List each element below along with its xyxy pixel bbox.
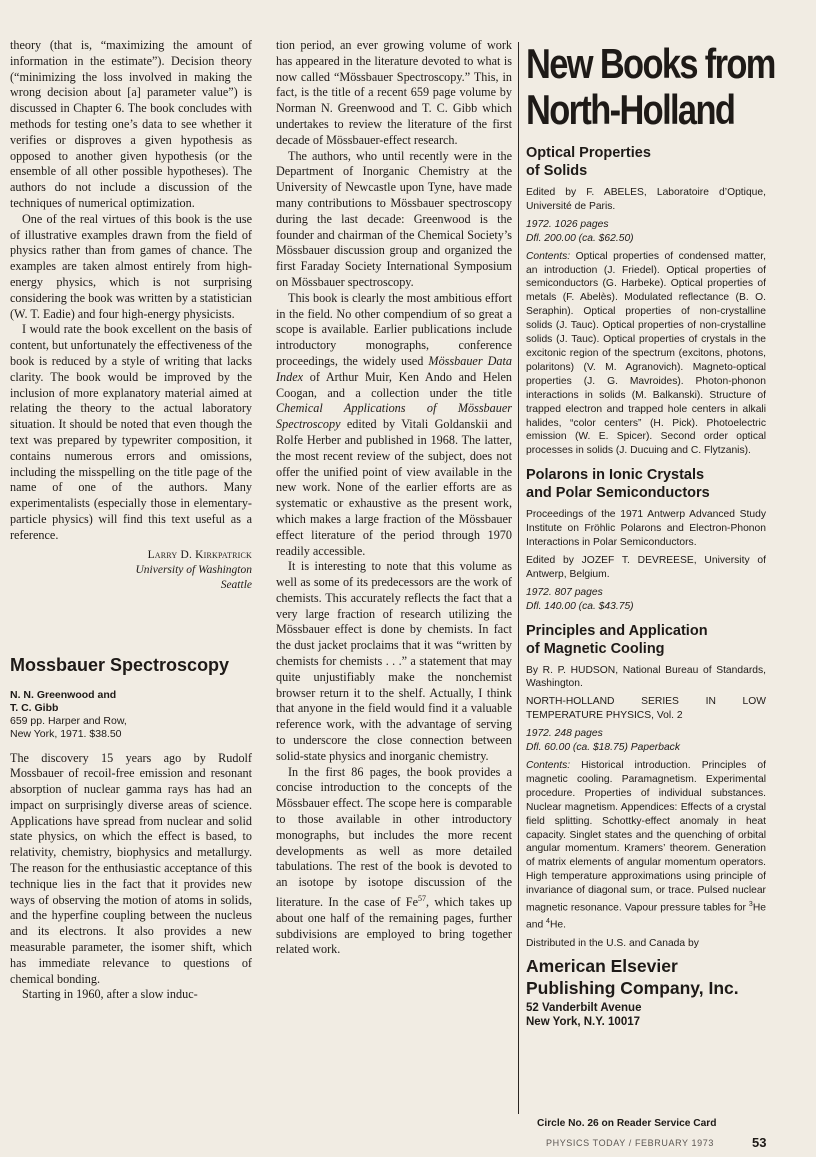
book-year: 1972. [526, 218, 552, 230]
book-title-italic: Chemical Applications of Mössbauer Spectroscopy [276, 401, 512, 432]
contents-text: He and [526, 902, 766, 931]
book-description: Proceedings of the 1971 Antwerp Advanced Study Institute on Fröhlic Polarons and Electron-Phonon Interactions in Polar Semiconductors. [526, 509, 766, 549]
book-year-pages [526, 586, 766, 600]
paragraph: The discovery 15 years ago by Rudolf Mossbauer of recoil-free emission and resonant absorption of nuclear gamma rays has had an impact on surprisingly diverse areas of science. Applications have spread from nuclear and solid state physics, on which the effect is based, to relativity, chemistry, biophysics and metallurgy. The reason for the enthusiastic acceptance of this technique lies in the fact that it provides new ways of observing the motion of atoms in solids, and the hyperfine coupling between the nucleus and its electrons. It also provides a new measurable parameter, the isomer shift, which has immediate relevance to questions of chemical bonding. [10, 750, 252, 986]
reviewer-city: Seattle [220, 578, 252, 591]
book-price: Dfl. 60.00 (ca. $18.75) Paperback [526, 742, 680, 754]
book-title [526, 144, 766, 180]
book-author: T. C. Gibb [10, 701, 59, 714]
review-column-2 [276, 38, 512, 958]
book-title-line: of Solids [526, 163, 588, 179]
review-title: Mossbauer Spectroscopy [10, 654, 230, 675]
book-series: NORTH-HOLLAND SERIES IN LOW TEMPERATURE PHYSICS, Vol. 2 [526, 696, 766, 722]
book-pages: 807 pages [554, 586, 603, 598]
paragraph: Starting in 1960, after a slow induc- [22, 987, 198, 1002]
text-run: , which takes up about one half of the remaining pages, further subdivisions are employed to bring together related work. [276, 895, 512, 957]
text-run: This book is clearly the most ambitious effort in the field. No other compendium of so great a scope is available. Earlier publications include introductory monographs, conference proceedings, the widely used [276, 290, 512, 368]
text-run: edited by Vitali Goldanskii and Rolfe Herber and published in 1968. The latter, the most recent review of the subject, does not offer the unified point of view available in the new work. None of the earlier efforts are as systematic or exhaustive as the present work, which makes a large fraction of the Mössbauer effect literature of the period through 1970 readily accessible. [276, 417, 512, 558]
superscript: 57 [417, 894, 426, 904]
paragraph: The authors, who until recently were in the Department of Inorganic Chemistry at the University of Newcastle upon Tyne, have made many contributions to Mössbauer spectroscopy during the last decade: Greenwood is the founder and chairman of the Chemical Society’s Mössbauer discussion group and organized the first Faraday Society International Symposium on Mössbauer spectroscopy. [276, 148, 512, 289]
book-contents [526, 759, 766, 933]
book-editor: Edited by JOZEF T. DEVREESE, University of Antwerp, Belgium. [526, 554, 766, 580]
column-divider [518, 42, 519, 1114]
publisher-name [526, 955, 766, 999]
book-year-pages [526, 727, 766, 741]
superscript: 4 [546, 918, 550, 926]
paragraph: One of the real virtues of this book is the use of illustrative examples drawn from the field of physics rather than from games of chance. The examples are taken almost entirely from high-energy physics, which is not surprising considering the book was written by a statistician (W. T. Eadie) and four high-energy physicists. [10, 211, 252, 321]
book-pages: 1026 pages [554, 218, 609, 230]
book-price: New York, 1971. $38.50 [10, 727, 122, 740]
paragraph [276, 765, 512, 959]
book-title-line: Polarons in Ionic Crystals [526, 467, 705, 484]
contents-label: Contents: [526, 250, 571, 262]
address-line: 52 Vanderbilt Avenue [526, 1001, 642, 1014]
book-author: By R. P. HUDSON, National Bureau of Standards, Washington. [526, 664, 766, 690]
publisher-address [526, 1001, 766, 1029]
paragraph: tion period, an ever growing volume of work has appeared in the literature devoted to what is now called “Mössbauer Spectroscopy.” This, in fact, is the title of a recent 659 page volume by Norman N. Greenwood and T. C. Gibb which undertakes to review the literature of the first decade of Mössbauer-effect research. [276, 38, 512, 147]
review-column-1 [10, 38, 252, 1003]
contents-text: Optical properties of condensed matter, an introduction (J. Friedel). Optical properties of semiconductors (G. Harbeke). Optical properties of metals (F. Abelès). Modulated reflectance (B. O. Seraphin). Optical properties of non-crystalline solids (J. Tauc). Optical properties of non-crystalline solids (J. Tauc). Optical properties of crystals in the excitonic region of the spectrum (excitons, photons, polaritons) (V. M. Agranovich). Magneto-optical properties (J. G. Mavroides). Photon-phonon interactions in solids (M. Balkanski). Structure of trapped electron and trapped hole centers in alkali halides, “color centers” (H. Pick). Photoelectric emission (W. E. Spicer). Second order optical processes in solids (J. Ducuing and C. Flytzanis). [526, 250, 766, 457]
book-contents [526, 250, 766, 459]
book-title-line: Optical Properties [526, 145, 651, 161]
book-price: Dfl. 200.00 (ca. $62.50) [526, 232, 634, 244]
book-title-line: and Polar Semiconductors [526, 485, 710, 502]
publisher-line: Publishing Company, Inc. [526, 977, 739, 998]
publisher-line: American Elsevier [526, 955, 678, 976]
paragraph: I would rate the book excellent on the basis of content, but unfortunately the effectiveness of the book is reduced by a style of writing that lacks clarity. The book would be improved by the inclusion of more explanatory material aimed at relating the theory to the actual laboratory situation. It should be noted that even though the text was prepared by typewriter composition, it contains numerous errors and omissions, including the misspelling on the title page of the name of one of the authors. Many experimentalists (especially those in elementary-particle physics) will find this text useful as a reference. [10, 322, 252, 542]
text-run: of Arthur Muir, Ken Ando and Helen Coogan, and a collection under the title [276, 369, 512, 400]
distribution-note: Distributed in the U.S. and Canada by [526, 937, 699, 949]
page-number: 53 [752, 1135, 767, 1150]
book-title [526, 622, 766, 658]
book-year-pages [526, 218, 766, 232]
ad-headline-line-2: North-Holland [526, 86, 735, 133]
reviewer-name: Larry D. Kirkpatrick [147, 548, 252, 561]
book-title-line: of Magnetic Cooling [526, 640, 665, 657]
paragraph [276, 291, 512, 560]
contents-text: He. [549, 919, 566, 931]
paragraph: theory (that is, “maximizing the amount of information in the estimate”). Decision theory (“minimizing the loss involved in making the wrong decision about [a] parameter value”) is discussed in Chapter 6. The book concludes with methods for testing one’s data to see whether it verifies or disproves a given hypothesis as opposed to another given hypothesis (or the ensemble of all other possible hypotheses). The authors do not include a discussion of the techniques of numerical optimization. [10, 38, 252, 210]
book-pages: 248 pages [554, 728, 603, 740]
book-year: 1972. [526, 586, 552, 598]
book-author: N. N. Greenwood and [10, 688, 117, 701]
reviewer-affiliation: University of Washington [135, 563, 252, 576]
book-title-italic: Mössbauer Data Index [276, 353, 512, 384]
advertisement [520, 40, 775, 1029]
book-title [526, 466, 766, 502]
superscript: 3 [748, 901, 753, 909]
journal-footer: PHYSICS TODAY / FEBRUARY 1973 [546, 1138, 714, 1148]
book-year: 1972. [526, 728, 552, 740]
book-editor: Edited by F. ABELES, Laboratoire d’Optique, Université de Paris. [526, 187, 766, 212]
ad-headline-line-1: New Books from [526, 40, 775, 87]
contents-label: Contents: [526, 760, 571, 771]
book-publisher: 659 pp. Harper and Row, [10, 714, 127, 727]
book-title-line: Principles and Application [526, 622, 708, 639]
reader-service-note: Circle No. 26 on Reader Service Card [537, 1118, 717, 1129]
contents-text: Historical introduction. Principles of magnetic cooling. Paramagnetism. Experimental procedure. Properties of individual substances. Nuclear magnetism. Appendices: Effects of a crystal field splitting. Schottky-effect anomaly in heat capacity. Singlet states and the quenching of orbital angular momentum. Kramers’ theorem. Generation of matrix elements of angular momentum operators. High temperature approximations using principle of invariance of diagonal sum, or trace. Pulsed nuclear magnetic resonance. Vapour pressure tables for [526, 760, 766, 914]
paragraph: It is interesting to note that this volume as well as some of its predecessors are the work of chemists. This accurately reflects the fact that a very large fraction of research utilizing the Mössbauer effect is done by chemists. In fact the dust jacket proclaims that it was “written by chemists for chemists . . .” a statement that may quite unjustifiably make the nonchemist browser return it to the shelf. Actually, I think that anyone in the field would find it a valuable reference work, with the advantage of serving to underscore the close connection between solid-state physics and inorganic chemistry. [276, 559, 512, 763]
text-run: In the first 86 pages, the book provides a concise introduction to the concepts of the Mössbauer effect. The scope here is comparable to those available in other introductory monographs, but includes the more recent developments as well as more detailed tabulations. The rest of the book is devoted to an isotope by isotope discussion of the literature. In the case of Fe [276, 764, 512, 910]
book-price: Dfl. 140.00 (ca. $43.75) [526, 600, 634, 612]
book-info [10, 689, 252, 741]
address-line: New York, N.Y. 10017 [526, 1015, 641, 1028]
